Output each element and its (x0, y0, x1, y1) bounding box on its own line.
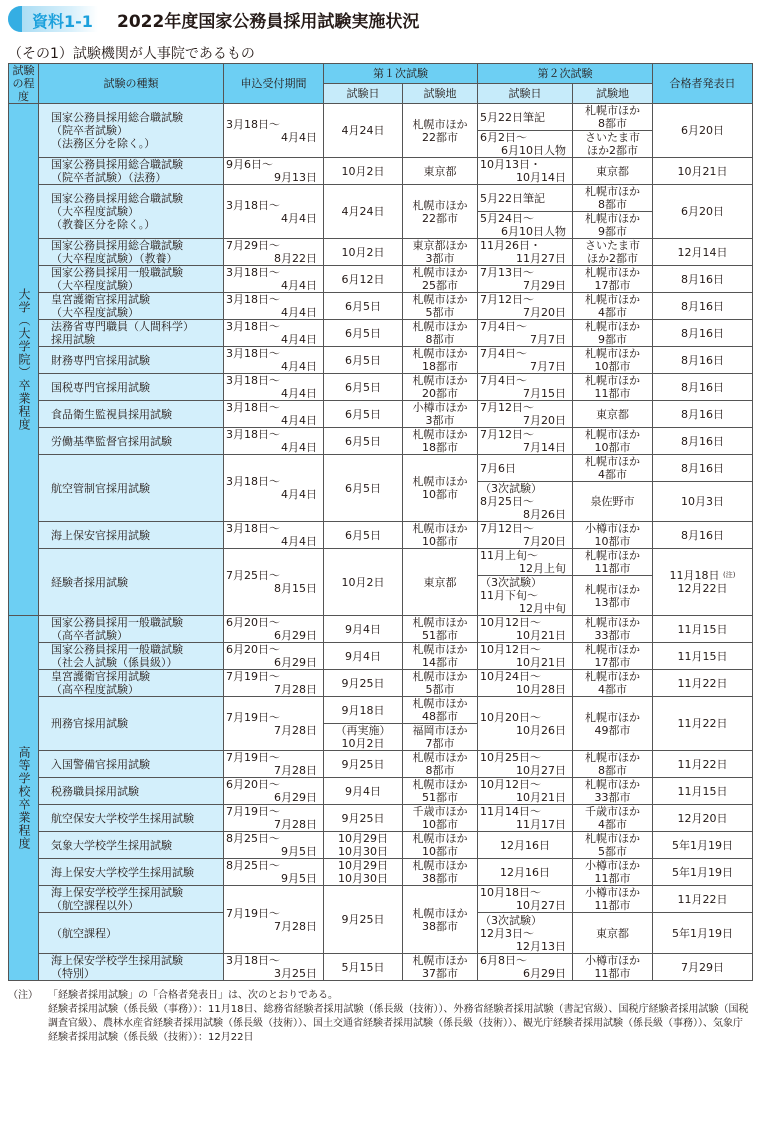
second-date: 6月2日～ 6月10日人物 (478, 131, 573, 158)
announce-date: 5年1月19日 (653, 832, 753, 859)
first-date: 9月25日 (324, 751, 403, 778)
table-row (9, 104, 753, 131)
col-second-date: 試験日 (478, 84, 573, 104)
exam-type: 国税専門官採用試験 (39, 374, 224, 401)
announce-date: 7月29日 (653, 954, 753, 981)
first-place: 札幌市ほか 22都市 (403, 104, 478, 158)
announce-date: 5年1月19日 (653, 859, 753, 886)
second-date: 6月8日～ 6月29日 (478, 954, 573, 981)
col-second-place: 試験地 (573, 84, 653, 104)
apply-period: 3月18日～ 4月4日 (224, 455, 324, 522)
first-place: 札幌市ほか 10都市 (403, 832, 478, 859)
table-row (9, 374, 753, 401)
exam-type: 海上保安官採用試験 (39, 522, 224, 549)
second-place: 札幌市ほか 11都市 (573, 549, 653, 576)
table-row (9, 670, 753, 697)
first-place: 東京都 (403, 158, 478, 185)
first-place: 福岡市ほか 7都市 (403, 724, 478, 751)
second-date: 10月24日～ 10月28日 (478, 670, 573, 697)
second-place: 札幌市ほか 49都市 (573, 697, 653, 751)
exam-type: 海上保安学校学生採用試験 （特別） (39, 954, 224, 981)
announce-date: 11月22日 (653, 697, 753, 751)
second-date: （3次試験） 12月3日～ 12月13日 (478, 913, 573, 954)
second-place: 札幌市ほか 10都市 (573, 347, 653, 374)
apply-period: 9月6日～ 9月13日 (224, 158, 324, 185)
section-subtitle: （その1）試験機関が人事院であるもの (8, 46, 255, 62)
second-date: 7月12日～ 7月20日 (478, 522, 573, 549)
second-place: 札幌市ほか 8都市 (573, 751, 653, 778)
apply-period: 3月18日～ 4月4日 (224, 104, 324, 158)
table-row (9, 293, 753, 320)
table-row (9, 751, 753, 778)
second-place: 札幌市ほか 4都市 (573, 293, 653, 320)
announce-date: 6月20日 (653, 104, 753, 158)
col-second: 第２次試験 (478, 64, 653, 84)
second-place: 札幌市ほか 5都市 (573, 832, 653, 859)
first-place: 札幌市ほか 38都市 (403, 886, 478, 954)
first-date: 6月5日 (324, 455, 403, 522)
exam-type: 国家公務員採用総合職試験 （院卒者試験） （法務区分を除く。） (39, 104, 224, 158)
table-row (9, 859, 753, 886)
apply-period: 3月18日～ 3月25日 (224, 954, 324, 981)
second-place: 札幌市ほか 17都市 (573, 266, 653, 293)
exam-type: 国家公務員採用一般職試験 （高卒者試験） (39, 616, 224, 643)
level-highschool: 高等学校卒業程度 (9, 616, 39, 981)
first-date: 6月5日 (324, 401, 403, 428)
announce-date: 8月16日 (653, 266, 753, 293)
exam-type: 国家公務員採用一般職試験 （大卒程度試験） (39, 266, 224, 293)
exam-type: 海上保安大学校学生採用試験 (39, 859, 224, 886)
first-date: 6月5日 (324, 293, 403, 320)
announce-date: 11月22日 (653, 751, 753, 778)
exam-type: 航空保安大学校学生採用試験 (39, 805, 224, 832)
second-place: 札幌市ほか 4都市 (573, 670, 653, 697)
second-place: 小樽市ほか 10都市 (573, 522, 653, 549)
first-place: 東京都ほか 3都市 (403, 239, 478, 266)
first-date: 9月25日 (324, 805, 403, 832)
second-date: 10月12日～ 10月21日 (478, 616, 573, 643)
announce-date: 8月16日 (653, 374, 753, 401)
second-date: 10月18日～ 10月27日 (478, 886, 573, 913)
second-place: 札幌市ほか 11都市 (573, 374, 653, 401)
first-date: 4月24日 (324, 104, 403, 158)
second-date: 7月12日～ 7月20日 (478, 293, 573, 320)
first-place: 札幌市ほか 18都市 (403, 428, 478, 455)
first-date: 10月2日 (324, 158, 403, 185)
exam-table (8, 63, 753, 981)
table-row (9, 643, 753, 670)
first-date: 6月5日 (324, 347, 403, 374)
first-date: 6月12日 (324, 266, 403, 293)
exam-type: 皇宮護衛官採用試験 （高卒程度試験） (39, 670, 224, 697)
second-date: 10月12日～ 10月21日 (478, 778, 573, 805)
col-type: 試験の種類 (39, 64, 224, 104)
table-row (9, 239, 753, 266)
apply-period: 7月25日～ 8月15日 (224, 549, 324, 616)
first-place: 札幌市ほか 20都市 (403, 374, 478, 401)
second-date: 5月22日筆記 (478, 104, 573, 131)
second-place: 札幌市ほか 33都市 (573, 778, 653, 805)
first-date: 4月24日 (324, 185, 403, 239)
apply-period: 3月18日～ 4月4日 (224, 347, 324, 374)
announce-date: 12月14日 (653, 239, 753, 266)
announce-date: 11月15日 (653, 643, 753, 670)
second-place: 札幌市ほか 10都市 (573, 428, 653, 455)
second-place: さいたま市 ほか2都市 (573, 239, 653, 266)
table-row (9, 954, 753, 981)
announce-date: 8月16日 (653, 401, 753, 428)
second-place: 小樽市ほか 11都市 (573, 954, 653, 981)
announce-date: 5年1月19日 (653, 913, 753, 954)
exam-type: 入国警備官採用試験 (39, 751, 224, 778)
apply-period: 7月29日～ 8月22日 (224, 239, 324, 266)
first-place: 札幌市ほか 14都市 (403, 643, 478, 670)
second-date: 7月12日～ 7月20日 (478, 401, 573, 428)
second-place: 札幌市ほか 17都市 (573, 643, 653, 670)
first-place: 小樽市ほか 3都市 (403, 401, 478, 428)
first-place: 札幌市ほか 38都市 (403, 859, 478, 886)
apply-period: 8月25日～ 9月5日 (224, 832, 324, 859)
apply-period: 6月20日～ 6月29日 (224, 778, 324, 805)
first-place: 札幌市ほか 51都市 (403, 778, 478, 805)
apply-period: 7月19日～ 7月28日 (224, 697, 324, 751)
col-first-date: 試験日 (324, 84, 403, 104)
table-row (9, 805, 753, 832)
table-row (9, 778, 753, 805)
second-date: 7月4日～ 7月7日 (478, 347, 573, 374)
second-date: （3次試験） 11月下旬～ 12月中旬 (478, 576, 573, 616)
first-place: 札幌市ほか 8都市 (403, 320, 478, 347)
second-date: 11月上旬～ 12月上旬 (478, 549, 573, 576)
footnote: （注） 「経験者採用試験」の「合格者発表日」は、次のとおりである。 経験者採用試験（係長級（事務））：11月18日、総務省経験者採用試験（係長級（技術））、外務省経験者採用試験（書記官級）、国税庁経験者採用試験（国税調査官級）、農林水産省経験者採用試験（係長級（技術））、国土交通省経験者採用試験（係長級（技術））、観光庁経験者採用試験（係長級（事務））、気象庁経験者採用試験（係長級（技術））：12月22日 (8, 990, 749, 1043)
second-place: 札幌市ほか 4都市 (573, 455, 653, 482)
document-badge: 資料1-1 (8, 6, 98, 32)
page-title: 2022年度国家公務員採用試験実施状況 (117, 12, 420, 32)
table-body (9, 104, 753, 981)
announce-date: 8月16日 (653, 293, 753, 320)
second-place: 東京都 (573, 913, 653, 954)
first-place: 札幌市ほか 25都市 (403, 266, 478, 293)
col-first-place: 試験地 (403, 84, 478, 104)
first-date: 10月2日 (324, 549, 403, 616)
first-date: 9月18日 (324, 697, 403, 724)
announce-date: 6月20日 (653, 185, 753, 239)
first-place: 札幌市ほか 10都市 (403, 522, 478, 549)
announce-date: 8月16日 (653, 347, 753, 374)
second-place: 小樽市ほか 11都市 (573, 886, 653, 913)
col-apply: 申込受付期間 (224, 64, 324, 104)
table-row (9, 886, 753, 913)
first-place: 札幌市ほか 5都市 (403, 670, 478, 697)
apply-period: 3月18日～ 4月4日 (224, 266, 324, 293)
exam-type: 法務省専門職員（人間科学） 採用試験 (39, 320, 224, 347)
first-place: 千歳市ほか 10都市 (403, 805, 478, 832)
apply-period: 6月20日～ 6月29日 (224, 643, 324, 670)
second-place: 札幌市ほか 8都市 (573, 104, 653, 131)
second-place: 小樽市ほか 11都市 (573, 859, 653, 886)
second-date: 10月12日～ 10月21日 (478, 643, 573, 670)
col-level: 試験の程度 (9, 64, 39, 104)
second-place: 千歳市ほか 4都市 (573, 805, 653, 832)
first-place: 札幌市ほか 8都市 (403, 751, 478, 778)
apply-period: 3月18日～ 4月4日 (224, 293, 324, 320)
exam-type: 海上保安学校学生採用試験 （航空課程以外） (39, 886, 224, 913)
announce-date: 8月16日 (653, 428, 753, 455)
second-date: （3次試験） 8月25日～ 8月26日 (478, 482, 573, 522)
first-date: 9月4日 (324, 778, 403, 805)
second-place: 東京都 (573, 401, 653, 428)
announce-date: 11月15日 (653, 778, 753, 805)
first-date: 6月5日 (324, 320, 403, 347)
first-date: 10月29日 10月30日 (324, 832, 403, 859)
table-row (9, 697, 753, 724)
col-announce: 合格者発表日 (653, 64, 753, 104)
second-date: 12月16日 (478, 859, 573, 886)
first-place: 札幌市ほか 18都市 (403, 347, 478, 374)
table-row (9, 522, 753, 549)
first-date: 6月5日 (324, 522, 403, 549)
table-row (9, 428, 753, 455)
exam-type: 財務専門官採用試験 (39, 347, 224, 374)
second-date: 7月12日～ 7月14日 (478, 428, 573, 455)
first-date: 6月5日 (324, 374, 403, 401)
second-date: 5月22日筆記 (478, 185, 573, 212)
second-date: 5月24日～ 6月10日人物 (478, 212, 573, 239)
second-place: 札幌市ほか 9都市 (573, 212, 653, 239)
table-row (9, 401, 753, 428)
announce-date: 8月16日 (653, 455, 753, 482)
first-date: 10月29日 10月30日 (324, 859, 403, 886)
second-date: 7月13日～ 7月29日 (478, 266, 573, 293)
apply-period: 3月18日～ 4月4日 (224, 401, 324, 428)
table-row (9, 185, 753, 212)
col-first: 第１次試験 (324, 64, 478, 84)
apply-period: 3月18日～ 4月4日 (224, 320, 324, 347)
apply-period: 7月19日～ 7月28日 (224, 886, 324, 954)
second-place: 札幌市ほか 13都市 (573, 576, 653, 616)
first-date: 9月25日 (324, 670, 403, 697)
announce-date: 8月16日 (653, 320, 753, 347)
second-date: 10月25日～ 10月27日 (478, 751, 573, 778)
first-place: 札幌市ほか 22都市 (403, 185, 478, 239)
first-place: 札幌市ほか 37都市 (403, 954, 478, 981)
announce-date: 12月20日 (653, 805, 753, 832)
announce-date: 11月18日 $^{(注)}$ 12月22日 (653, 549, 753, 616)
first-date: 9月25日 (324, 886, 403, 954)
second-date: 7月4日～ 7月15日 (478, 374, 573, 401)
title-bar (0, 0, 760, 40)
second-date: 10月13日・ 10月14日 (478, 158, 573, 185)
announce-date: 11月22日 (653, 886, 753, 913)
first-place: 札幌市ほか 5都市 (403, 293, 478, 320)
second-place: さいたま市 ほか2都市 (573, 131, 653, 158)
table-row (9, 320, 753, 347)
second-date: 12月16日 (478, 832, 573, 859)
exam-type: 食品衛生監視員採用試験 (39, 401, 224, 428)
exam-type: 皇宮護衛官採用試験 （大卒程度試験） (39, 293, 224, 320)
exam-type: 刑務官採用試験 (39, 697, 224, 751)
announce-date: 11月15日 (653, 616, 753, 643)
second-place: 札幌市ほか 33都市 (573, 616, 653, 643)
second-place: 札幌市ほか 8都市 (573, 185, 653, 212)
table-row (9, 347, 753, 374)
apply-period: 3月18日～ 4月4日 (224, 374, 324, 401)
second-date: 11月14日～ 11月17日 (478, 805, 573, 832)
exam-type: 税務職員採用試験 (39, 778, 224, 805)
apply-period: 3月18日～ 4月4日 (224, 522, 324, 549)
first-place: 札幌市ほか 10都市 (403, 455, 478, 522)
first-date: 5月15日 (324, 954, 403, 981)
first-date: （再実施） 10月2日 (324, 724, 403, 751)
second-place: 東京都 (573, 158, 653, 185)
exam-type: 気象大学校学生採用試験 (39, 832, 224, 859)
table-row (9, 616, 753, 643)
apply-period: 7月19日～ 7月28日 (224, 670, 324, 697)
announce-date: 10月21日 (653, 158, 753, 185)
first-date: 9月4日 (324, 616, 403, 643)
second-place: 泉佐野市 (573, 482, 653, 522)
table-row (9, 549, 753, 576)
exam-type: 国家公務員採用一般職試験 （社会人試験（係員級）） (39, 643, 224, 670)
exam-type: 国家公務員採用総合職試験 （大卒程度試験）（教養） (39, 239, 224, 266)
exam-type: 経験者採用試験 (39, 549, 224, 616)
first-place: 東京都 (403, 549, 478, 616)
apply-period: 6月20日～ 6月29日 (224, 616, 324, 643)
exam-type: 国家公務員採用総合職試験 （大卒程度試験） （教養区分を除く。） (39, 185, 224, 239)
exam-type: 航空管制官採用試験 (39, 455, 224, 522)
second-place: 札幌市ほか 9都市 (573, 320, 653, 347)
table-row (9, 158, 753, 185)
apply-period: 7月19日～ 7月28日 (224, 751, 324, 778)
first-date: 10月2日 (324, 239, 403, 266)
second-date: 7月4日～ 7月7日 (478, 320, 573, 347)
exam-type: 国家公務員採用総合職試験 （院卒者試験）（法務） (39, 158, 224, 185)
second-date: 7月6日 (478, 455, 573, 482)
announce-date: 8月16日 (653, 522, 753, 549)
apply-period: 8月25日～ 9月5日 (224, 859, 324, 886)
apply-period: 3月18日～ 4月4日 (224, 428, 324, 455)
first-date: 9月4日 (324, 643, 403, 670)
announce-date: 10月3日 (653, 482, 753, 522)
exam-type: 労働基準監督官採用試験 (39, 428, 224, 455)
first-place: 札幌市ほか 48都市 (403, 697, 478, 724)
second-date: 10月20日～ 10月26日 (478, 697, 573, 751)
first-date: 6月5日 (324, 428, 403, 455)
level-university: 大学（大学院）卒業程度 (9, 104, 39, 616)
announce-date: 11月22日 (653, 670, 753, 697)
first-place: 札幌市ほか 51都市 (403, 616, 478, 643)
table-row (9, 266, 753, 293)
second-date: 11月26日・ 11月27日 (478, 239, 573, 266)
table-row (9, 832, 753, 859)
exam-type: （航空課程） (39, 913, 224, 954)
table-row (9, 455, 753, 482)
apply-period: 3月18日～ 4月4日 (224, 185, 324, 239)
apply-period: 7月19日～ 7月28日 (224, 805, 324, 832)
